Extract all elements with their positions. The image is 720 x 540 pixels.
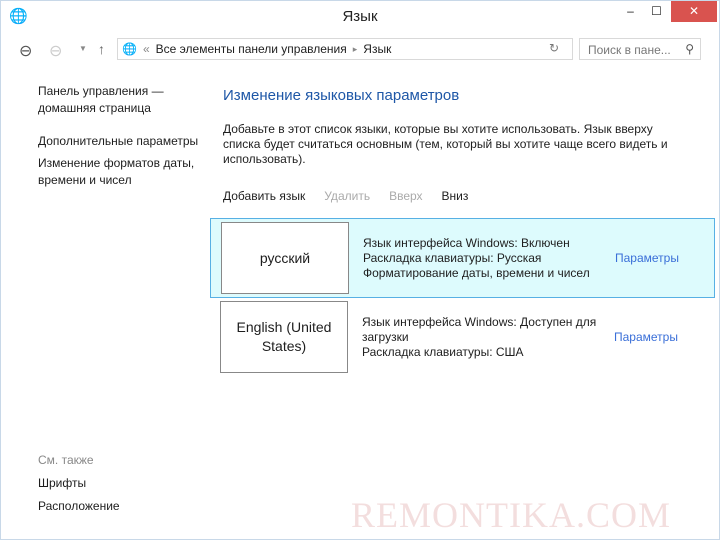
location-link[interactable]: Расположение (38, 499, 120, 513)
move-up-button[interactable]: Вверх (389, 189, 423, 203)
search-input[interactable] (579, 38, 701, 60)
toolbar (223, 189, 468, 203)
close-button[interactable]: ✕ (671, 1, 717, 22)
maximize-button[interactable]: ☐ (651, 4, 662, 18)
language-name: English (United States) (220, 301, 348, 373)
window-title: Язык (342, 8, 378, 25)
forward-button[interactable]: ⊖ (49, 43, 63, 60)
sidebar-date-formats-link[interactable]: Изменение форматов даты, времени и чисел (38, 156, 195, 187)
watermark: REMONTIKA.COM (351, 495, 672, 535)
minimize-button[interactable]: ‒ (627, 4, 634, 18)
language-info (362, 315, 602, 360)
back-button[interactable]: ⊖ (19, 43, 33, 60)
up-button[interactable]: ↑ (98, 41, 105, 57)
overflow-chevron[interactable]: « (142, 42, 150, 56)
language-row[interactable] (210, 218, 715, 298)
options-link[interactable]: Параметры (615, 251, 679, 265)
language-name: русский (221, 222, 349, 294)
address-bar[interactable] (117, 38, 573, 60)
info-line: Язык интерфейса Windows: Доступен для загрузки (362, 314, 597, 344)
breadcrumb-language[interactable]: Язык (363, 42, 392, 56)
search-placeholder: Поиск в пане... (588, 43, 671, 57)
info-line: Раскладка клавиатуры: Русская (363, 250, 542, 265)
page-title: Изменение языковых параметров (223, 87, 460, 104)
search-icon[interactable]: ⚲ (685, 42, 694, 56)
language-icon: 🌐 (122, 42, 137, 56)
add-language-button[interactable]: Добавить язык (223, 189, 306, 203)
language-row[interactable] (210, 297, 715, 377)
description: Добавьте в этот список языки, которые вы хотите использовать. Язык вверху списка будет считаться основным (тем, который вы хотите чаще всего видеть и использовать). (223, 122, 668, 166)
language-icon: 🌐 (9, 8, 28, 25)
sidebar-home-link[interactable]: Панель управления — домашняя страница (38, 84, 164, 115)
options-link[interactable]: Параметры (614, 330, 678, 344)
recent-dropdown-icon[interactable]: ▼ (79, 44, 87, 53)
see-also-label: См. также (38, 453, 94, 467)
breadcrumb-control-panel[interactable]: Все элементы панели управления (155, 42, 347, 56)
fonts-link[interactable]: Шрифты (38, 476, 87, 490)
info-line: Форматирование даты, времени и чисел (363, 265, 590, 280)
title-bar (1, 1, 719, 33)
breadcrumb-separator-icon[interactable]: ▸ (352, 43, 358, 54)
info-line: Раскладка клавиатуры: США (362, 344, 524, 359)
language-info (363, 236, 603, 281)
sidebar-advanced-settings-link[interactable]: Дополнительные параметры (38, 134, 199, 148)
remove-button[interactable]: Удалить (324, 189, 371, 203)
move-down-button[interactable]: Вниз (441, 189, 469, 203)
sidebar (38, 83, 213, 205)
refresh-icon[interactable]: ↻ (549, 41, 560, 55)
info-line: Язык интерфейса Windows: Включен (363, 235, 570, 250)
